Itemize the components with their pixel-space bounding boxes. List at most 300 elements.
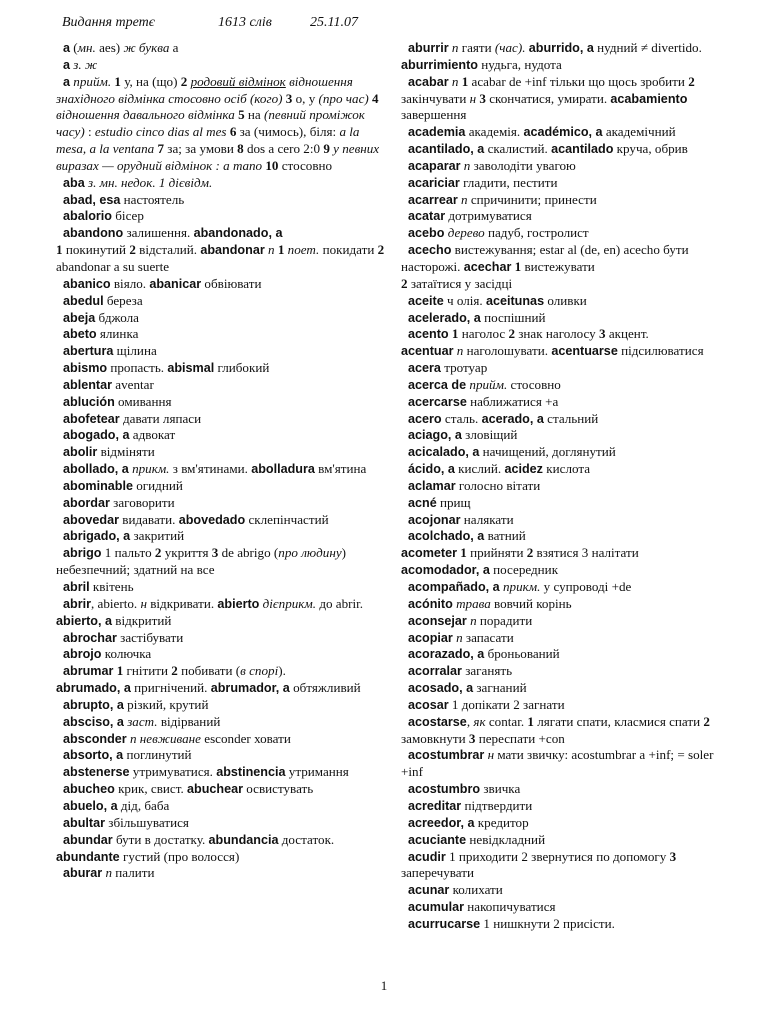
dictionary-entry [56,545,388,579]
dictionary-entry [56,512,388,529]
headword: abril [63,580,90,594]
grammar-label: мн. [77,40,96,55]
derived-headword: aburrido, a [528,41,594,55]
grammar-label: як [473,713,486,729]
sense-number: 3 [599,326,606,342]
dictionary-entry [56,40,388,57]
entry-text: лягати спати, класмися спати [533,713,704,729]
entry-text: броньований [484,646,560,662]
grammar-label: п [451,40,459,55]
derived-headword: abierto, a [56,613,112,628]
dictionary-entry [401,394,719,411]
page-header [62,15,768,35]
headword: acopiar [408,630,453,645]
entry-text: невідкладний [466,831,546,847]
entry-text: запасати [462,629,514,645]
dictionary-entry [401,528,719,545]
sense-number: 2 [171,663,178,679]
entry-text: глибокий [214,360,270,376]
entry-text: переспати +con [475,730,565,746]
entry-text: береза [103,292,143,308]
dictionary-entry [401,798,719,815]
headword: acariciar [408,175,460,190]
dictionary-entry [401,124,719,141]
grammar-label: прийм. [73,73,112,89]
sense-number: 1 [116,663,124,679]
grammar-label-underlined: родовий відмінок [190,73,286,89]
entry-text: за; за умови [164,141,238,157]
entry-text: пригнічений. [130,680,211,696]
derived-headword: abismal [167,361,215,376]
sense-number: 1 [56,242,63,258]
entry-text: de abrigo ( [218,545,279,561]
entry-text: aes) [95,40,124,55]
headword: acunar [408,883,450,898]
dictionary-entry [401,899,719,916]
headword: abandono [63,226,124,241]
entry-text: 1 приходити 2 звернутися по допомогу [445,848,670,864]
sense-number: 2 [703,713,710,729]
entry-text: завершення [401,107,467,123]
entry-text: порадити [476,612,533,628]
entry-text: о, у [292,90,319,106]
grammar-label: estudio cinco dias al mes [94,124,227,140]
headword: acorazado, a [408,647,485,662]
headword: acero [408,411,442,426]
entry-text: побивати ( [177,663,241,679]
headword: a [63,57,71,72]
dictionary-entry [401,680,719,697]
entry-text: до abrir. [316,595,364,611]
entry-text: мати звичку: acostumbrar a +inf; = soler +inf [401,747,714,780]
sense-number: 2 [401,275,408,291]
entry-text: обтяжливий [289,680,361,696]
grammar-label: дерево [447,225,485,241]
headword: abominable [63,478,133,493]
headword: acostumbrar [408,748,485,763]
grammar-label: н [469,90,477,106]
dictionary-entry [401,74,719,125]
dictionary-entry [56,495,388,512]
entry-text: звичка [480,781,521,797]
entry-text: dos a cero 2:0 [243,141,324,157]
dictionary-entry [56,360,388,377]
dictionary-entry [401,663,719,680]
date: 25.11.07 [310,15,358,30]
dictionary-entry [401,411,719,428]
dictionary-entry [401,225,719,242]
sense-number: 4 [372,90,379,106]
entry-text: голосно вітати [455,477,541,493]
entry-text: відкритий [112,612,172,628]
dictionary-entry [56,832,388,866]
entry-text: вовчий корінь [490,595,572,611]
grammar-label: прикм. [502,579,541,594]
grammar-label: п [463,157,471,173]
entry-text: палити [112,865,155,881]
headword: abrigado, a [63,529,131,544]
sense-number: 2 [377,242,385,258]
sense-number: 2 [688,73,695,89]
sense-number: 1 [514,258,522,274]
headword: abedul [63,293,104,308]
dictionary-entry [401,208,719,225]
entry-text: прийняти [466,545,527,561]
dictionary-entry [56,74,388,175]
headword: abalorio [63,209,112,224]
entry-text: зловіщий [461,427,518,443]
entry-text: круча, обрив [613,141,688,157]
entry-text: : [84,124,95,140]
headword: acónito [408,596,453,611]
dictionary-entry [56,596,388,630]
headword: acojonar [408,512,461,527]
headword: acicalado, a [408,445,480,460]
entry-text: бджола [95,309,139,325]
entry-text: contar. [485,713,528,729]
headword: abrir [63,596,91,611]
grammar-label: відношення знахідного відмінка стосовно осіб (кого) [56,73,353,106]
headword: acolchado, a [408,529,485,544]
grammar-label: дієприкм. [262,595,317,611]
derived-headword: acentuarse [551,344,618,359]
headword: abovedar [63,512,119,527]
grammar-label: з. мн. недок. 1 дієвідм. [87,174,213,190]
derived-headword: abolladura [251,462,315,477]
sense-number: 1 [460,545,467,561]
entry-text: щілина [113,343,157,359]
dictionary-entry [401,158,719,175]
headword: abrumar [63,664,114,679]
dictionary-entry [56,377,388,394]
headword: abrupto, a [63,697,124,712]
dictionary-entry [56,697,388,714]
dictionary-entry [56,343,388,360]
entry-text: нудний ≠ divertido. [593,40,702,55]
entry-text: скалистий. [484,141,552,157]
dictionary-entry [56,394,388,411]
dictionary-entry [401,714,719,748]
dictionary-entry [401,545,719,562]
dictionary-entry [401,40,719,74]
grammar-label: прикм. [132,461,170,477]
headword: a [63,74,71,89]
sense-number: 7 [157,141,165,157]
dictionary-entry [401,832,719,849]
headword: abultar [63,815,105,830]
entry-text: пропасть. [107,360,168,376]
entry-text: налякати [460,511,514,527]
entry-text: настоятель [120,191,185,207]
grammar-label: п [470,612,477,628]
headword: acera [408,361,441,376]
entry-text: aventar [112,376,154,392]
entry-text: ) небезпечний; здатний на все [56,545,347,578]
sense-number: 1 [277,242,285,258]
entry-text: знак наголосу [514,326,599,342]
headword: aceite [408,293,444,308]
entry-text: поглинутий [123,747,192,763]
derived-headword: aburrimiento [401,57,478,72]
headword: acometer [401,546,458,561]
dictionary-entry [401,175,719,192]
sense-number: 2 [129,242,136,258]
headword: abucheo [63,782,115,797]
grammar-label: про людину [278,545,342,561]
entry-text: вистежувати [521,258,595,274]
dictionary-entry [401,579,719,596]
entry-text: утримуватися. [129,764,217,780]
entry-text: закритий [130,528,185,544]
entry-text: густий (про волосся) [119,848,240,864]
dictionary-entry [56,781,388,798]
dictionary-entry [401,427,719,444]
dictionary-entry [56,427,388,444]
headword: acerca de [408,377,467,392]
derived-headword: aceitunas [485,293,545,308]
entry-text: залишення. [123,225,194,241]
entry-text: 1 пальто [101,545,155,561]
derived-headword: abovedado [178,512,246,527]
entry-text: посередник [489,562,559,578]
entry-text: дотримуватися [445,208,532,224]
derived-headword: académico, a [523,125,603,140]
headword: acaparar [408,158,461,173]
derived-headword: abstinencia [216,765,286,780]
headword: acostarse [408,714,467,729]
entry-text: заганять [461,663,513,679]
entry-text: затаїтися у засідці [407,275,513,291]
derived-headword: acerado, a [481,411,544,426]
headword: acostumbro [408,782,481,797]
word-count: 1613 слів [218,15,272,30]
dictionary-entry [401,562,719,579]
headword: acarrear [408,192,458,207]
headword: abolir [63,445,98,460]
headword: acabar [408,74,449,89]
headword: a [63,41,71,55]
dictionary-entry [56,528,388,545]
dictionary-entry [401,512,719,529]
dictionary-entry [56,461,388,478]
entry-text: abandonar a su suerte [56,258,170,274]
grammar-label: п [105,865,113,881]
entry-text: огидний [132,477,183,493]
entry-text: відкривати. [146,595,218,611]
dictionary-entry [401,310,719,327]
dictionary-entry [56,731,388,748]
dictionary-entry [56,276,388,293]
headword: abeto [63,327,97,342]
entry-text: підтвердити [461,797,533,813]
derived-headword: acabamiento [610,91,688,106]
sense-number: 3 [479,90,486,106]
entry-text: покидати [319,242,378,258]
dictionary-entry [401,192,719,209]
dictionary-entry [56,815,388,832]
grammar-label: (певний проміжок часу) [56,107,365,140]
entry-text: , [466,713,474,729]
headword: acreditar [408,798,462,813]
headword: abismo [63,361,108,376]
sense-number: 1 [451,326,459,342]
entry-text: заговорити [109,494,175,510]
dictionary-entry [401,882,719,899]
headword: aclamar [408,478,456,493]
headword: absconder [63,731,127,746]
entry-text: ялинка [96,326,139,342]
headword: abordar [63,495,110,510]
entry-text: стосовно [507,376,561,392]
sense-number: 3 [468,730,476,746]
dictionary-entry [56,175,388,192]
entry-text: різкий, крутий [123,696,209,712]
entry-text: 1 нишкнути 2 присісти. [480,915,615,931]
dictionary-entry [401,613,719,630]
entry-text: стосовно [278,157,333,173]
entry-text: збільшуватися [105,814,189,830]
headword: aburar [63,866,103,881]
derived-headword: abundancia [208,832,279,847]
sense-number: 2 [526,545,534,561]
grammar-label: п [451,73,459,89]
headword: acuciante [408,832,467,847]
dictionary-entry [401,360,719,377]
derived-headword: abundante [56,849,120,864]
derived-headword: abuchear [187,782,243,797]
headword: acosado, a [408,681,474,696]
headword: academia [408,125,466,140]
entry-text: давати ляпаси [119,410,202,426]
dictionary-entry [401,646,719,663]
entry-text: наголошувати. [463,343,552,359]
headword: abanico [63,276,111,291]
dictionary-entry [401,596,719,613]
entry-text: взятися 3 налітати [533,545,639,561]
derived-headword: abandonar [200,243,265,258]
dictionary-entry [56,663,388,697]
derived-headword: abanicar [149,276,202,291]
grammar-label: (про час) [318,90,369,106]
entry-text: підсилюватися [617,343,704,359]
dictionary-entry [401,849,719,883]
grammar-label: п [268,242,275,258]
dictionary-entry [56,326,388,343]
grammar-label: п [456,343,464,359]
dictionary-entry [401,141,719,158]
headword: abollado, a [63,462,129,477]
sense-number: 10 [265,157,279,173]
entry-text: кислота [542,461,591,477]
entry-text: академія. [465,124,524,140]
dictionary-column-left [56,40,388,882]
entry-text: бісер [112,208,144,224]
entry-text: гладити, пестити [459,174,558,190]
derived-headword: abierto [217,596,260,611]
entry-text: стальний [543,410,599,426]
entry-text: кредитор [474,814,529,830]
dictionary-entry [401,781,719,798]
headword: acumular [408,900,464,915]
dictionary-entry [56,225,388,276]
headword: abstenerse [63,765,130,780]
entry-text: esconder ховати [200,730,291,746]
dictionary-entry [401,326,719,360]
entry-text: колихати [449,882,503,898]
entry-text: замовкнути [401,730,469,746]
entry-text: утримання [285,764,349,780]
dictionary-entry [56,630,388,647]
headword: abertura [63,344,114,359]
entry-text: освистувать [243,781,314,797]
headword: ablución [63,394,115,409]
edition-label: Видання третє [62,15,155,30]
entry-text: гнітити [123,663,172,679]
dictionary-entry [56,293,388,310]
headword: acatar [408,209,446,224]
grammar-label: в спорі [240,663,279,679]
derived-headword: abrumador, a [210,681,290,696]
sense-number: 1 [461,73,469,89]
headword: aburrir [408,41,449,55]
entry-text: вистежування; estar al (de, en) acecho бути насторожі. [401,242,689,274]
grammar-label: (час). [494,40,526,55]
entry-text: скончатися, умирати. [485,90,611,106]
headword: acudir [408,849,446,864]
dictionary-entry [56,57,388,74]
entry-text: квітень [89,579,134,594]
headword: abrigo [63,546,102,561]
entry-text: ). [278,663,286,679]
entry-text: вм'ятина [314,461,367,477]
grammar-label: прийм. [469,376,508,392]
grammar-label: з. ж [73,56,98,72]
dictionary-entry [56,411,388,428]
entry-text: крик, свист. [114,781,187,797]
grammar-label: поет. [287,242,320,258]
grammar-label: ж буква [123,40,170,55]
headword: abrojo [63,647,102,662]
dictionary-entry [56,646,388,663]
headword: abundar [63,832,113,847]
dictionary-entry [401,478,719,495]
entry-text: acabar de +inf тільки що щось зробити [468,73,689,89]
grammar-label: відношення давального відмінка [56,107,235,123]
entry-text: ватний [484,528,526,544]
grammar-label: п [461,191,468,207]
sense-number: 2 [180,73,188,89]
entry-text: покинутий [62,242,130,258]
dictionary-entry [401,815,719,832]
entry-text: бути в достатку. [112,831,209,847]
headword: aciago, a [408,428,462,443]
sense-number: 6 [229,124,237,140]
entry-text: дід, баба [117,797,170,813]
entry-text: оливки [544,292,587,308]
headword: acecho [408,243,452,258]
dictionary-entry [56,478,388,495]
derived-headword: acechar [463,259,512,274]
dictionary-entry [56,865,388,882]
entry-text: сталь. [441,410,482,426]
derived-headword: abandonado, a [193,226,283,241]
entry-text: достаток. [278,831,335,847]
headword: ablentar [63,377,112,392]
dictionary-entry [401,630,719,647]
grammar-label: у певних виразах — орудний відмінок : a mano [56,141,380,173]
entry-text: падуб, гостролист [484,225,589,241]
headword: abuelo, a [63,798,118,813]
